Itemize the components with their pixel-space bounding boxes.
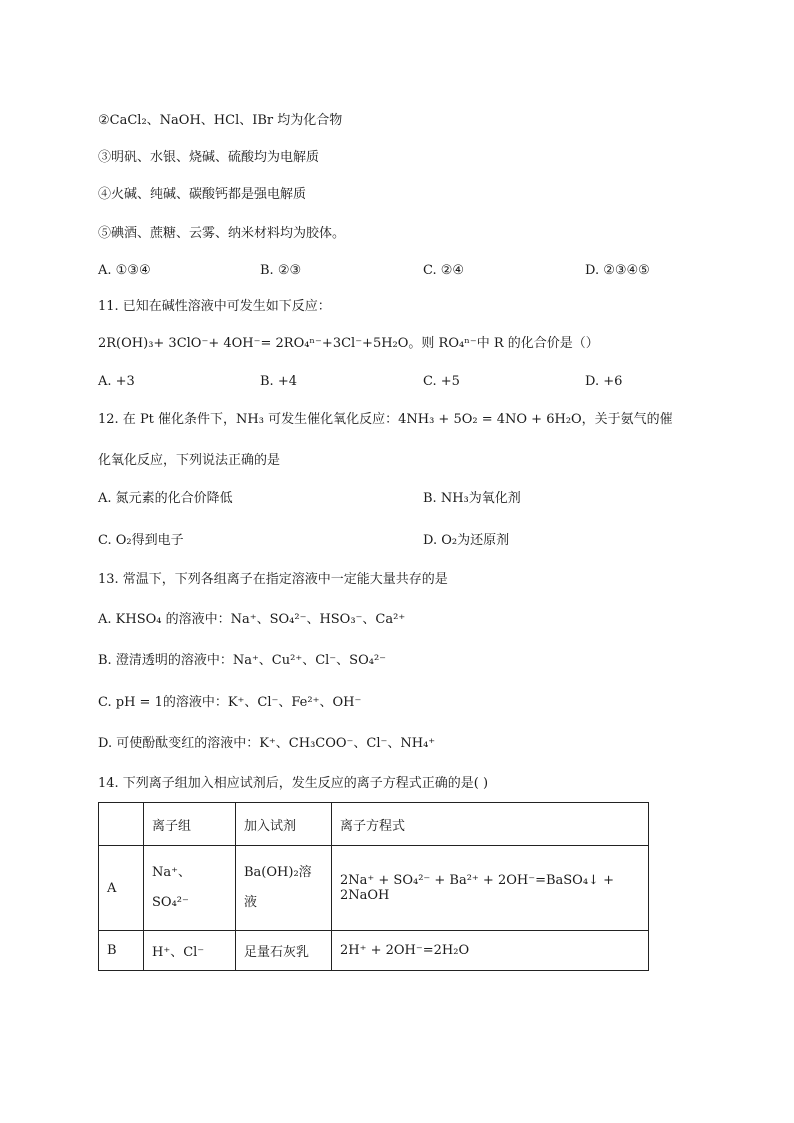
- q12-option-c: C. O₂得到电子: [98, 533, 184, 548]
- q12-stem-line1: 12. 在 Pt 催化条件下，NH₃ 可发生催化氧化反应：4NH₃ + 5O₂ = 4NO + 6H₂O，关于氨气的催: [98, 412, 673, 427]
- q10-option-a: A. ①③④: [98, 263, 151, 278]
- q13-option-c: C. pH = 1的溶液中：K⁺、Cl⁻、Fe²⁺、OH⁻: [98, 695, 362, 710]
- q11-stem: 11. 已知在碱性溶液中可发生如下反应：: [98, 299, 331, 314]
- statement-2: ②CaCl₂、NaOH、HCl、IBr 均为化合物: [98, 113, 343, 128]
- q11-option-d: D. +6: [585, 374, 623, 389]
- q13-stem: 13. 常温下，下列各组离子在指定溶液中一定能大量共存的是: [98, 572, 448, 587]
- q13-option-a: A. KHSO₄ 的溶液中：Na⁺、SO₄²⁻、HSO₃⁻、Ca²⁺: [98, 612, 406, 627]
- q14-table: [98, 802, 649, 971]
- row-label: A: [99, 846, 144, 931]
- q12-option-b: B. NH₃为氧化剂: [423, 491, 521, 506]
- q11-option-b: B. +4: [260, 374, 297, 389]
- table-row: [99, 930, 649, 970]
- table-header-row: [99, 803, 649, 846]
- q13-option-b: B. 澄清透明的溶液中：Na⁺、Cu²⁺、Cl⁻、SO₄²⁻: [98, 653, 387, 668]
- q10-option-b: B. ②③: [260, 263, 302, 278]
- table-row: [99, 846, 649, 931]
- header-reagent: 加入试剂: [236, 803, 332, 846]
- row-label: B: [99, 930, 144, 970]
- q10-option-c: C. ②④: [423, 263, 465, 278]
- reagent-line: 液: [244, 895, 258, 910]
- ions-line: Na⁺、: [152, 865, 191, 880]
- ions-line: SO₄²⁻: [152, 895, 189, 910]
- reagent-cell: 足量石灰乳: [236, 930, 332, 970]
- header-cell: [99, 803, 144, 846]
- q13-option-d: D. 可使酚酞变红的溶液中：K⁺、CH₃COO⁻、Cl⁻、NH₄⁺: [98, 736, 436, 751]
- q12-stem-line2: 化氧化反应，下列说法正确的是: [98, 453, 281, 468]
- q12-option-a: A. 氮元素的化合价降低: [98, 491, 233, 506]
- q11-equation: 2R(OH)₃+ 3ClO⁻+ 4OH⁻= 2RO₄ⁿ⁻+3Cl⁻+5H₂O。则 RO₄ⁿ⁻中 R 的化合价是（）: [98, 336, 599, 351]
- equation-cell: 2H⁺ + 2OH⁻=2H₂O: [332, 930, 649, 970]
- q11-option-a: A. +3: [98, 374, 135, 389]
- statement-4: ④火碱、纯碱、碳酸钙都是强电解质: [98, 187, 307, 202]
- equation-cell: 2Na⁺ + SO₄²⁻ + Ba²⁺ + 2OH⁻=BaSO₄↓ + 2NaOH: [332, 846, 649, 931]
- reagent-line: Ba(OH)₂溶: [244, 865, 312, 880]
- q12-option-d: D. O₂为还原剂: [423, 533, 510, 548]
- header-ions: 离子组: [144, 803, 236, 846]
- statement-5: ⑤碘酒、蔗糖、云雾、纳米材料均为胶体。: [98, 226, 346, 241]
- statement-3: ③明矾、水银、烧碱、硫酸均为电解质: [98, 150, 320, 165]
- q14-stem: 14. 下列离子组加入相应试剂后，发生反应的离子方程式正确的是( ): [98, 776, 489, 791]
- header-equation: 离子方程式: [332, 803, 649, 846]
- reagent-cell: [236, 846, 332, 931]
- ions-cell: H⁺、Cl⁻: [144, 930, 236, 970]
- ions-cell: [144, 846, 236, 931]
- q10-option-d: D. ②③④⑤: [585, 263, 650, 278]
- q11-option-c: C. +5: [423, 374, 460, 389]
